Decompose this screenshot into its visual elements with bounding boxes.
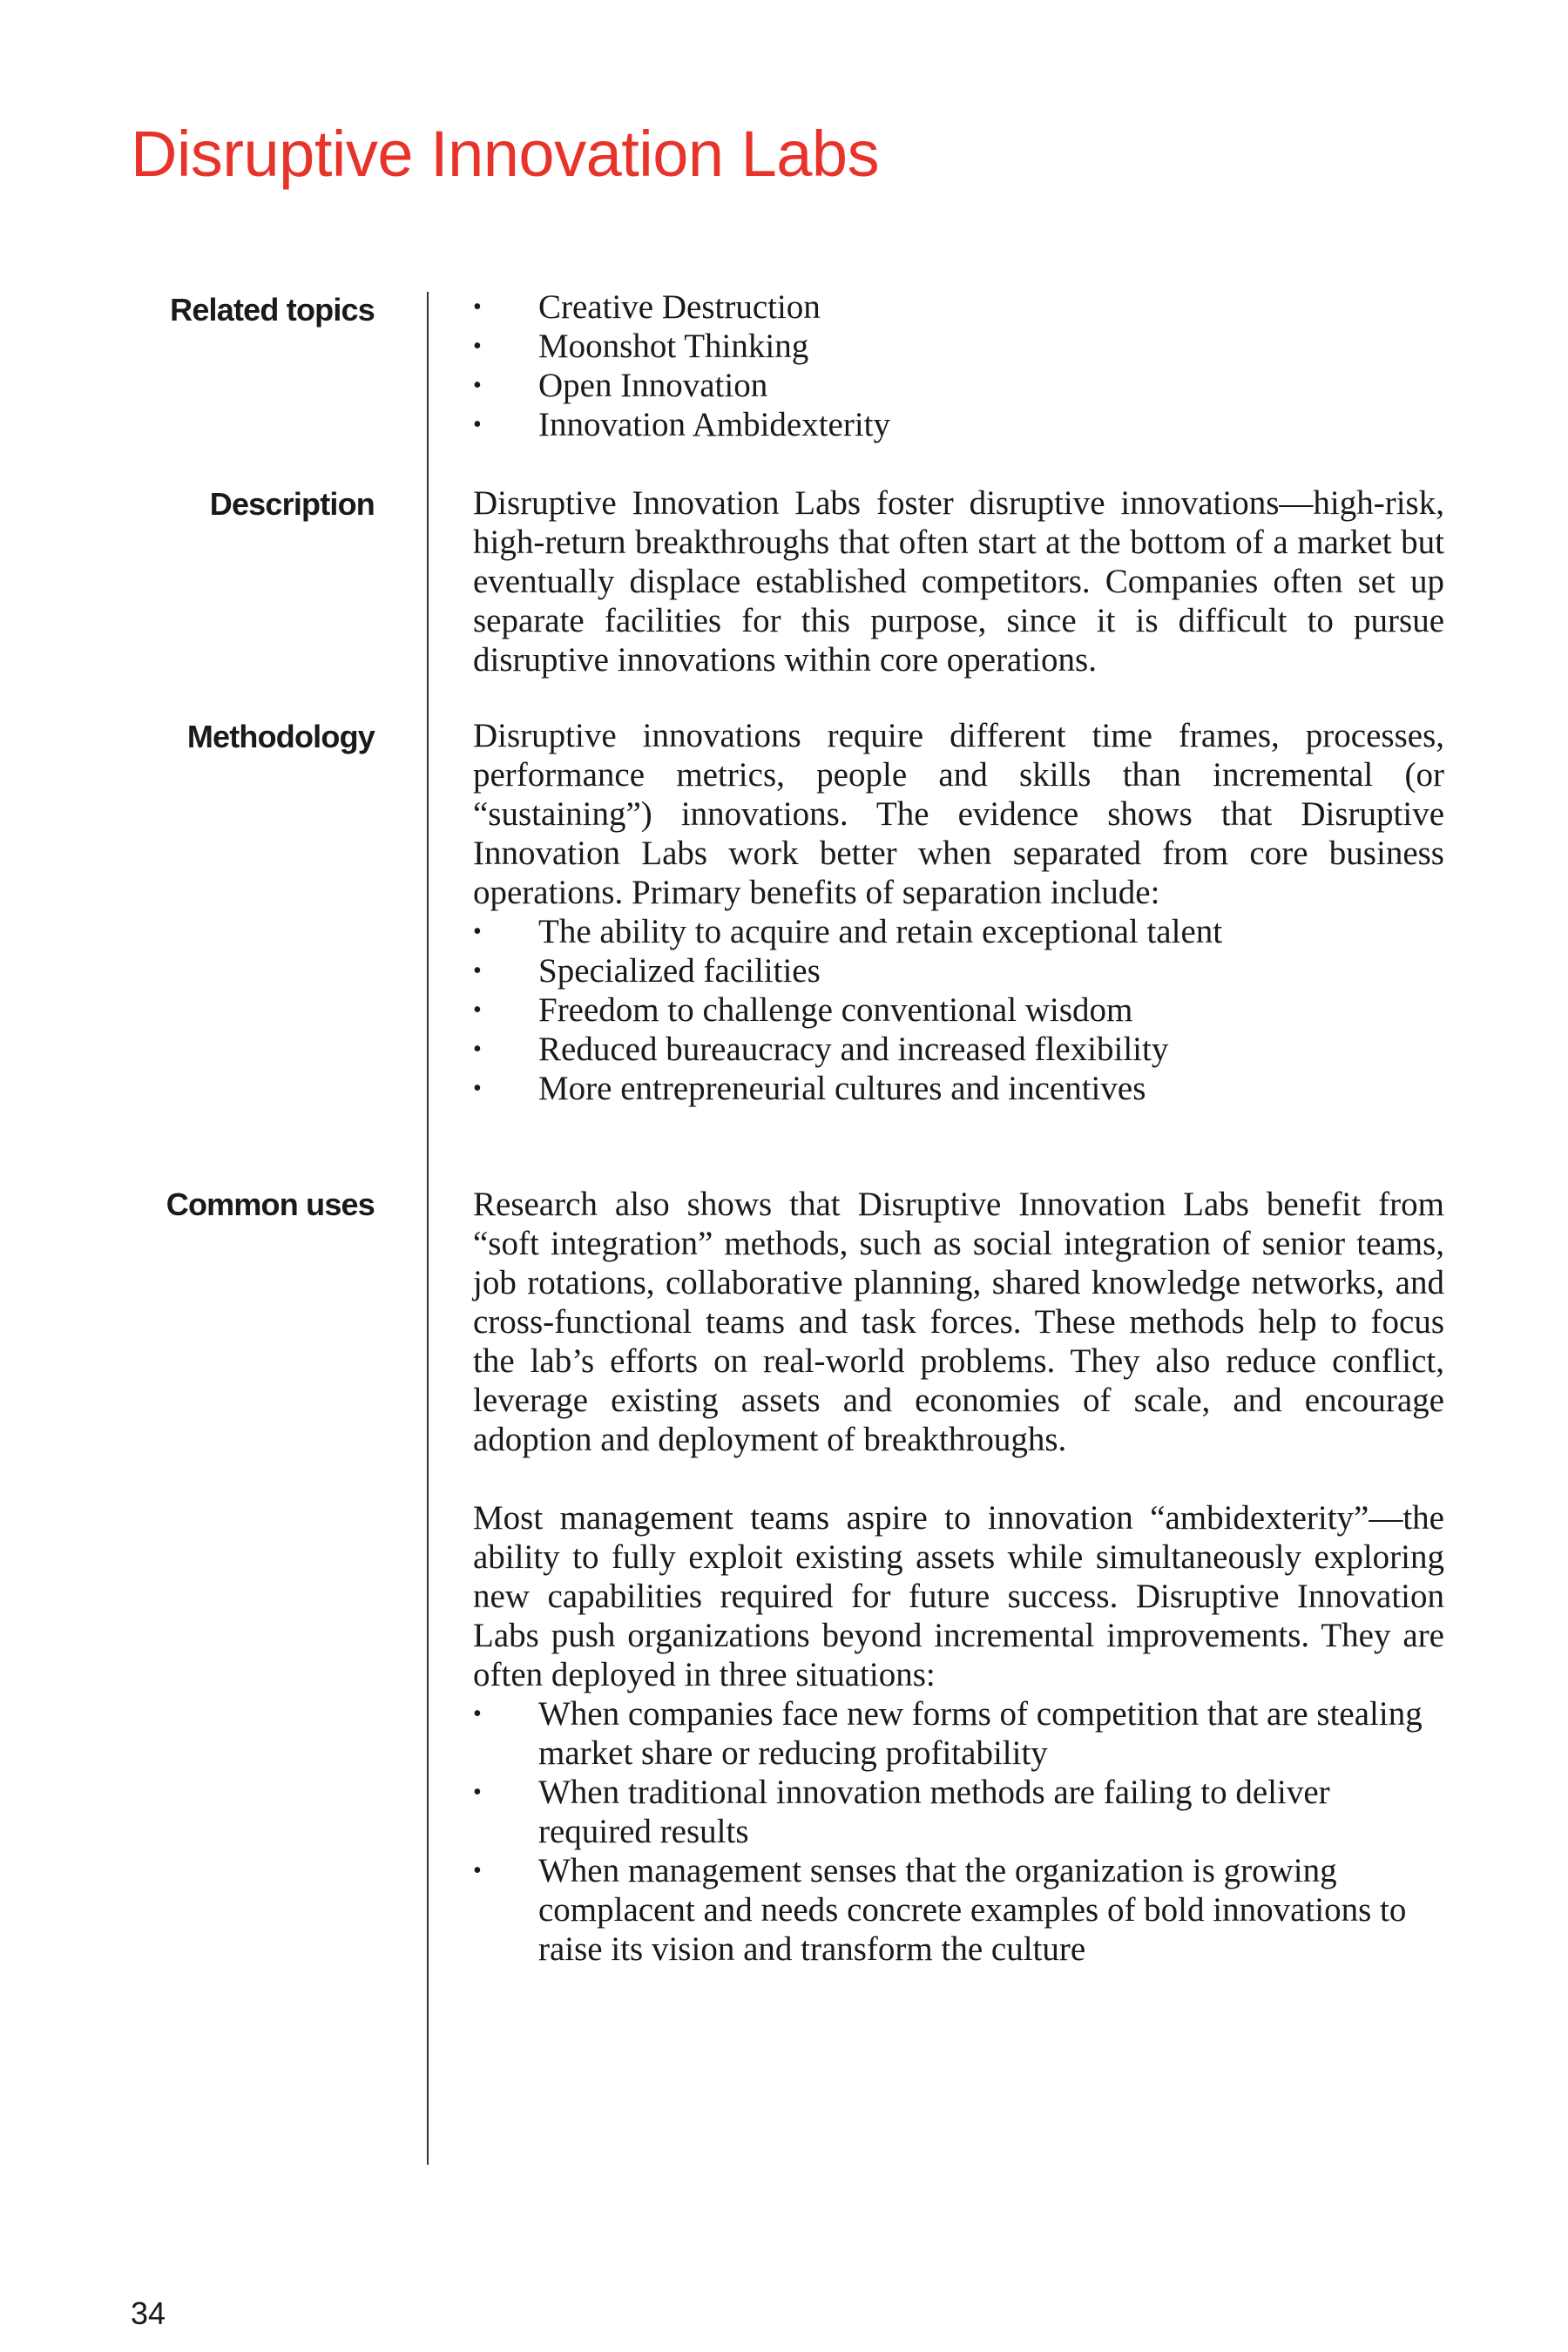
common-uses-section (473, 1185, 1444, 1969)
list-item: • Innovation Ambidexterity (473, 405, 1444, 444)
description-section (473, 483, 1444, 679)
list-item: • Moonshot Thinking (473, 327, 1444, 366)
section-label-related-topics: Related topics (170, 292, 375, 328)
list-item: • Open Innovation (473, 366, 1444, 405)
list-item: • Freedom to challenge conventional wisdom (473, 990, 1444, 1030)
common-uses-paragraph-1: Research also shows that Disruptive Innovation Labs benefit from “soft integration” methods, such as social integration of senior teams, job rotations, collaborative planning, shared knowledge networks, and cross-functional teams and task forces. These methods help to focus the lab’s efforts on real-world problems. They also reduce conflict, leverage existing assets and economies of scale, and encourage adoption and deployment of breakthroughs. (473, 1186, 1444, 1458)
list-item: • Reduced bureaucracy and increased flexibility (473, 1030, 1444, 1069)
list-item: • When companies face new forms of competition that are stealing market share or reducing profitability (473, 1694, 1444, 1773)
section-label-description: Description (209, 486, 375, 522)
description-text: Disruptive Innovation Labs foster disruptive innovations—high-risk, high-return breakthroughs that often start at the bottom of a market but eventually displace established competitors. Companies often set up separate facilities for this purpose, since it is difficult to pursue disruptive innovations within core operations. (473, 484, 1444, 679)
vertical-divider (427, 292, 429, 2165)
related-topics-list (473, 287, 1444, 444)
list-item: • When traditional innovation methods are failing to deliver required results (473, 1773, 1444, 1851)
related-topics-section (473, 287, 1444, 444)
page-number: 34 (131, 2295, 166, 2331)
common-uses-situations-list (473, 1694, 1444, 1969)
list-item: • More entrepreneurial cultures and incentives (473, 1069, 1444, 1108)
section-label-methodology: Methodology (186, 719, 375, 754)
common-uses-paragraph-2: Most management teams aspire to innovation “ambidexterity”—the ability to fully exploit existing assets while simultaneously exploring new capabilities required for future success. Disruptive Innovation Labs push organizations beyond incremental improvements. They are often deployed in three situations: (473, 1499, 1444, 1693)
methodology-benefits-list (473, 912, 1444, 1108)
list-item: • Specialized facilities (473, 951, 1444, 990)
page-title: Disruptive Innovation Labs (131, 118, 880, 190)
list-item: • The ability to acquire and retain exceptional talent (473, 912, 1444, 951)
section-label-common-uses: Common uses (166, 1186, 375, 1222)
list-item: • Creative Destruction (473, 287, 1444, 327)
methodology-section (473, 716, 1444, 1108)
methodology-text: Disruptive innovations require different time frames, processes, performance metrics, people and skills than incremental (or “sustaining”) innovations. The evidence shows that Disruptive Innovation Labs work better when separated from core business operations. Primary benefits of separation include: (473, 717, 1444, 911)
list-item: • When management senses that the organization is growing complacent and needs concrete examples of bold innovations to raise its vision and transform the culture (473, 1851, 1444, 1969)
